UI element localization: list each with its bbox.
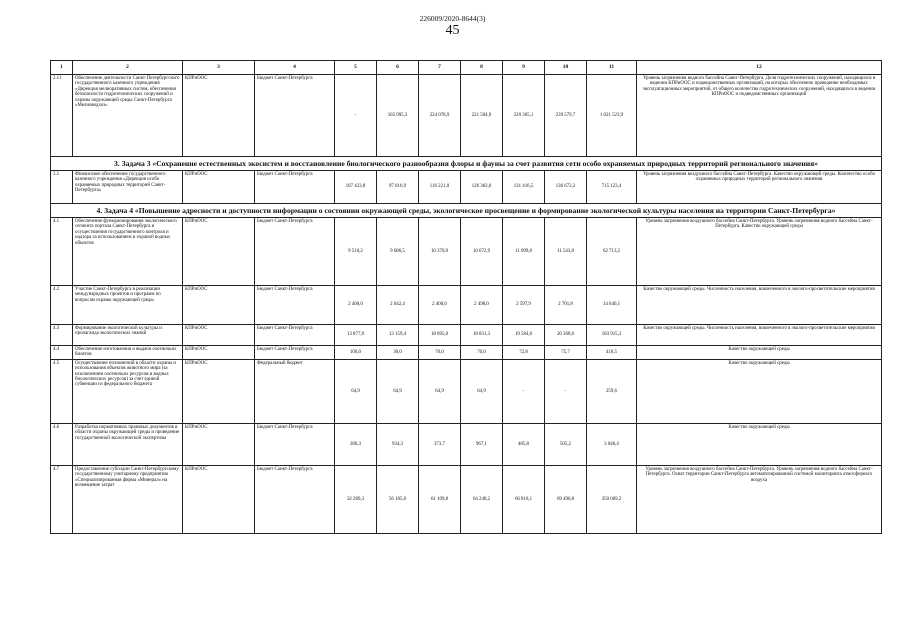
amount-cell: 64,9 bbox=[419, 359, 461, 423]
executor-cell: КПРиООС bbox=[183, 325, 255, 346]
amount-cell: 19 584,6 bbox=[503, 325, 545, 346]
executor-cell: КПРиООС bbox=[183, 218, 255, 286]
executor-cell: КПРиООС bbox=[183, 171, 255, 204]
total-cell: 350 069,2 bbox=[587, 465, 637, 533]
result-indicators: Качество окружающей среды bbox=[637, 359, 882, 423]
amount-cell: 10 370,0 bbox=[419, 218, 461, 286]
activity-name: Финансовое обеспечение государственного казенного учреждения «Дирекция особо охраняемых природных территорий Санкт-Петербурга» bbox=[73, 171, 183, 204]
amount-cell: 505,2 bbox=[545, 423, 587, 465]
funding-source: Бюджет Санкт-Петербурга bbox=[255, 218, 335, 286]
result-indicators: Качество окружающей среды bbox=[637, 423, 882, 465]
amount-cell: 105 995,3 bbox=[377, 75, 419, 157]
column-number: 5 bbox=[335, 61, 377, 75]
funding-source: Бюджет Санкт-Петербурга bbox=[255, 423, 335, 465]
activity-name: Разработка нормативных правовых документов в области охраны окружающей среды и проведение государственной экологической экспертизы bbox=[73, 423, 183, 465]
amount-cell: 126 362,0 bbox=[461, 171, 503, 204]
activity-name: Предоставление субсидии Санкт-Петербургскому государственному унитарному предприятию «Специализированная фирма «Минерал» на возмещение затрат bbox=[73, 465, 183, 533]
table-row bbox=[51, 359, 882, 423]
amount-cell: - bbox=[545, 359, 587, 423]
result-indicators: Качество окружающей среды. Численность населения, вовлеченного в эколого-просветительские мероприятия bbox=[637, 286, 882, 325]
amount-cell: 107 433,8 bbox=[335, 171, 377, 204]
column-number: 10 bbox=[545, 61, 587, 75]
amount-cell: 2 597,9 bbox=[503, 286, 545, 325]
table-row bbox=[51, 465, 882, 533]
amount-cell: 224 078,9 bbox=[419, 75, 461, 157]
amount-cell: 221 504,9 bbox=[461, 75, 503, 157]
table-row bbox=[51, 218, 882, 286]
column-number: 6 bbox=[377, 61, 419, 75]
amount-cell: 61 109,8 bbox=[419, 465, 461, 533]
table-row bbox=[51, 423, 882, 465]
total-cell: 14 640,1 bbox=[587, 286, 637, 325]
executor-cell: КПРиООС bbox=[183, 75, 255, 157]
executor-cell: КПРиООС bbox=[183, 286, 255, 325]
amount-cell: 13 159,4 bbox=[377, 325, 419, 346]
total-cell: 3 046,4 bbox=[587, 423, 637, 465]
result-indicators: Уровень загрязнения водного бассейна Санкт-Петербурга. Доля гидротехнических сооружений, находящихся в ведении КПРиООС и подведомственных организаций, на которых обеспечено проведение необходимых эксплуатационных мероприятий, от общего количества гидротехнических сооружений, находящихся в ведении КПРиООС и подведомственных организаций bbox=[637, 75, 882, 157]
total-cell: 103 915,3 bbox=[587, 325, 637, 346]
activity-name: Участие Санкт-Петербурга в реализации международных проектов и программ по вопросам охраны окружающей среды bbox=[73, 286, 183, 325]
row-index: 2.11 bbox=[51, 75, 73, 157]
amount-cell: 485,8 bbox=[503, 423, 545, 465]
row-index: 4.3 bbox=[51, 325, 73, 346]
table-row bbox=[51, 286, 882, 325]
column-number-row bbox=[51, 61, 882, 75]
amount-cell: 10 672,9 bbox=[461, 218, 503, 286]
amount-cell: 2 400,0 bbox=[419, 286, 461, 325]
result-indicators: Уровень загрязнения воздушного бассейна Санкт-Петербурга. Качество окружающей среды. Количество особо охраняемых природных территорий регионального значения bbox=[637, 171, 882, 204]
funding-source: Бюджет Санкт-Петербурга bbox=[255, 286, 335, 325]
amount-cell: - bbox=[503, 359, 545, 423]
program-table bbox=[50, 60, 882, 534]
amount-cell: 2 042,4 bbox=[377, 286, 419, 325]
executor-cell: КПРиООС bbox=[183, 359, 255, 423]
result-indicators: Уровень загрязнения воздушного бассейна Санкт-Петербурга. Уровень загрязнения водного бассейна Санкт-Петербурга. Качество окружающей среды bbox=[637, 218, 882, 286]
funding-source: Бюджет Санкт-Петербурга bbox=[255, 171, 335, 204]
amount-cell: 69 490,8 bbox=[545, 465, 587, 533]
amount-cell: 220 365,1 bbox=[503, 75, 545, 157]
funding-source: Бюджет Санкт-Петербурга bbox=[255, 465, 335, 533]
amount-cell: 97 016,9 bbox=[377, 171, 419, 204]
amount-cell: 56 185,0 bbox=[377, 465, 419, 533]
amount-cell: 64,9 bbox=[377, 359, 419, 423]
column-number: 8 bbox=[461, 61, 503, 75]
amount-cell: 967,1 bbox=[461, 423, 503, 465]
amount-cell: 72,8 bbox=[503, 346, 545, 360]
section-row bbox=[51, 204, 882, 218]
total-cell: 259,6 bbox=[587, 359, 637, 423]
amount-cell: 2 701,8 bbox=[545, 286, 587, 325]
row-index: 4.4 bbox=[51, 346, 73, 360]
amount-cell: 9 510,2 bbox=[335, 218, 377, 286]
amount-cell: - bbox=[335, 75, 377, 157]
amount-cell: 100,0 bbox=[335, 346, 377, 360]
executor-cell: КПРиООС bbox=[183, 423, 255, 465]
total-cell: 62 713,2 bbox=[587, 218, 637, 286]
amount-cell: 32 289,3 bbox=[335, 465, 377, 533]
amount-cell: 11 543,8 bbox=[545, 218, 587, 286]
funding-source: Бюджет Санкт-Петербурга bbox=[255, 75, 335, 157]
section-title: 3. Задача 3 «Сохранение естественных экосистем и восстановление биологического разнообразия флоры и фауны за счет развития сети особо охраняемых природных территорий регионального значения» bbox=[51, 157, 882, 171]
column-number: 12 bbox=[637, 61, 882, 75]
column-number: 2 bbox=[73, 61, 183, 75]
table-row bbox=[51, 346, 882, 360]
row-index: 4.2 bbox=[51, 286, 73, 325]
column-number: 3 bbox=[183, 61, 255, 75]
amount-cell: 11 099,8 bbox=[503, 218, 545, 286]
activity-name: Обеспечение функционирования экологического сегмента портала Санкт-Петербурга и осуществления государственного контроля и надзора за использованием и охраной водных объектов bbox=[73, 218, 183, 286]
row-index: 4.5 bbox=[51, 359, 73, 423]
amount-cell: 116 221,0 bbox=[419, 171, 461, 204]
amount-cell: 239 579,7 bbox=[545, 75, 587, 157]
row-index: 3.1 bbox=[51, 171, 73, 204]
executor-cell: КПРиООС bbox=[183, 346, 255, 360]
page-number: 45 bbox=[445, 23, 460, 38]
table-row bbox=[51, 171, 882, 204]
column-number: 7 bbox=[419, 61, 461, 75]
amount-cell: 64,9 bbox=[335, 359, 377, 423]
amount-cell: 2 498,0 bbox=[461, 286, 503, 325]
activity-name: Формирование экологической культуры и пропаганда экологических знаний bbox=[73, 325, 183, 346]
column-number: 1 bbox=[51, 61, 73, 75]
amount-cell: 66 818,1 bbox=[503, 465, 545, 533]
activity-name: Осуществление полномочий в области охраны и использования объектов животного мира (за исключением охотничьих ресурсов и водных биологических ресурсов) за счет единой субвенции из федерального бюджета bbox=[73, 359, 183, 423]
amount-cell: 136 673,2 bbox=[545, 171, 587, 204]
total-cell: 418,5 bbox=[587, 346, 637, 360]
document-number: 226009/2020-8644(3) bbox=[419, 14, 486, 23]
amount-cell: 373,7 bbox=[419, 423, 461, 465]
amount-cell: 934,3 bbox=[377, 423, 419, 465]
total-cell: 715 123,4 bbox=[587, 171, 637, 204]
row-index: 4.6 bbox=[51, 423, 73, 465]
amount-cell: 70,0 bbox=[461, 346, 503, 360]
result-indicators: Качество окружающей среды. Численность населения, вовлеченного в эколого-просветительские мероприятия bbox=[637, 325, 882, 346]
row-index: 4.7 bbox=[51, 465, 73, 533]
amount-cell: 75,7 bbox=[545, 346, 587, 360]
amount-cell: 9 686,5 bbox=[377, 218, 419, 286]
activity-name: Обеспечение деятельности Санкт-Петербургского государственного казенного учреждения «Дирекция мелиоративных систем, обеспечения безопасности гидротехнических сооружений и охраны окружающей среды Санкт-Петербурга «Мелиоводхоз» bbox=[73, 75, 183, 157]
amount-cell: 18 831,3 bbox=[461, 325, 503, 346]
amount-cell: 280,3 bbox=[335, 423, 377, 465]
section-title: 4. Задача 4 «Повышение адресности и доступности информации о состоянии окружающей среды, экологическое просвещение и формирование экологической культуры населения на территории Санкт-Петербурга» bbox=[51, 204, 882, 218]
result-indicators: Уровень загрязнения воздушного бассейна Санкт-Петербурга. Уровень загрязнения водного бассейна Санкт-Петербурга. Охват территории Санкт-Петербурга автоматизированной системой мониторинга атмосферного воздуха bbox=[637, 465, 882, 533]
funding-source: Бюджет Санкт-Петербурга bbox=[255, 346, 335, 360]
funding-source: Бюджет Санкт-Петербурга bbox=[255, 325, 335, 346]
amount-cell: 30,0 bbox=[377, 346, 419, 360]
table-row bbox=[51, 75, 882, 157]
amount-cell: 18 095,0 bbox=[419, 325, 461, 346]
amount-cell: 131 416,5 bbox=[503, 171, 545, 204]
amount-cell: 70,0 bbox=[419, 346, 461, 360]
amount-cell: 64 248,2 bbox=[461, 465, 503, 533]
section-row bbox=[51, 157, 882, 171]
funding-source: Федеральный бюджет bbox=[255, 359, 335, 423]
amount-cell: 20 368,0 bbox=[545, 325, 587, 346]
amount-cell: 2 400,0 bbox=[335, 286, 377, 325]
result-indicators: Качество окружающей среды bbox=[637, 346, 882, 360]
amount-cell: 13 877,0 bbox=[335, 325, 377, 346]
column-number: 11 bbox=[587, 61, 637, 75]
activity-name: Обеспечение изготовления и выдачи охотничьих билетов bbox=[73, 346, 183, 360]
amount-cell: 64,9 bbox=[461, 359, 503, 423]
total-cell: 1 021 523,9 bbox=[587, 75, 637, 157]
column-number: 9 bbox=[503, 61, 545, 75]
executor-cell: КПРиООС bbox=[183, 465, 255, 533]
table-row bbox=[51, 325, 882, 346]
column-number: 4 bbox=[255, 61, 335, 75]
row-index: 4.1 bbox=[51, 218, 73, 286]
